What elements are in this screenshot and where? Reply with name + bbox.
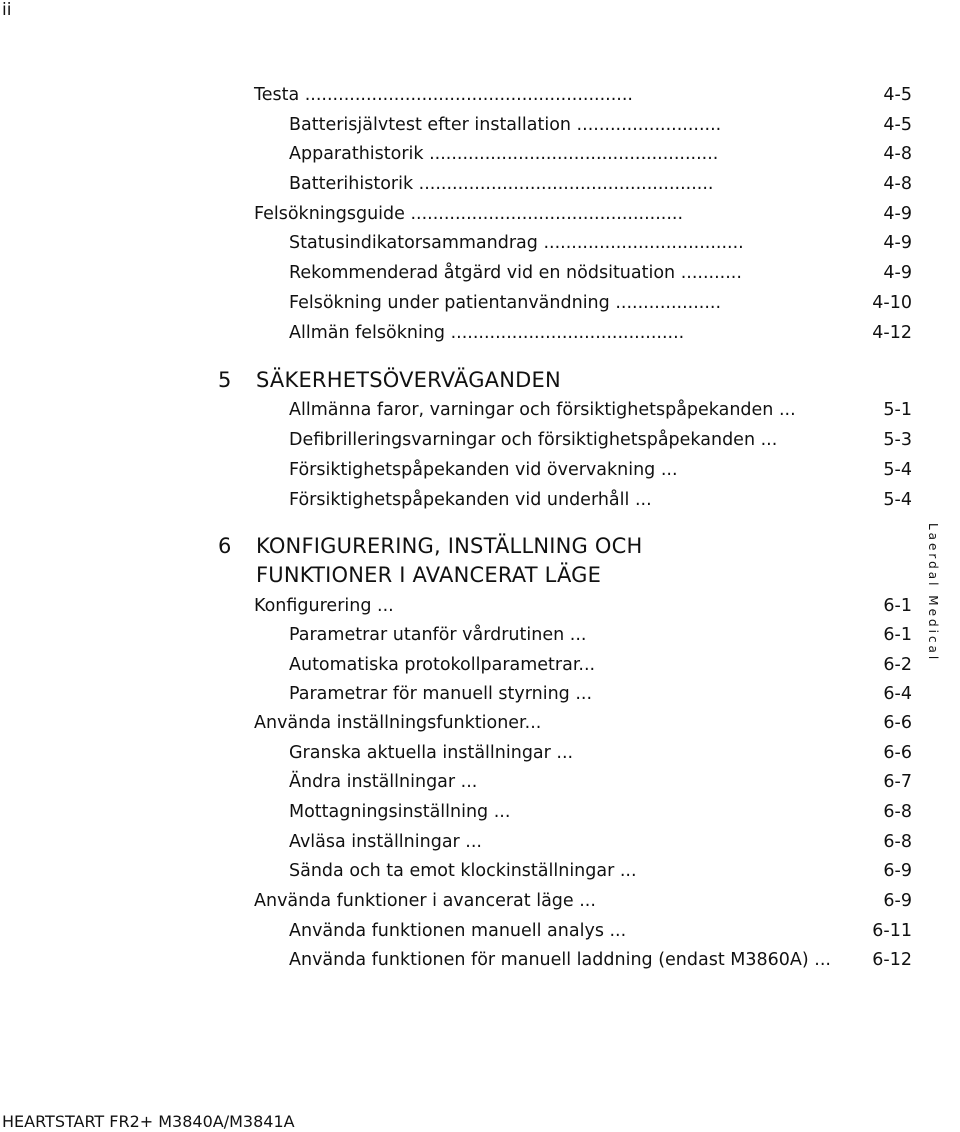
toc-entry[interactable] <box>289 231 912 255</box>
toc-entry-page: 6-8 <box>883 832 912 852</box>
toc-entry-text: Använda funktionen manuell analys ... <box>289 921 627 941</box>
toc-entry[interactable] <box>289 142 912 166</box>
toc-entry-page: 4-5 <box>883 85 912 105</box>
toc-entry-text: Avläsa inställningar ... <box>289 832 482 852</box>
toc-entry-page: 4-10 <box>872 293 912 313</box>
toc-entry[interactable] <box>289 919 912 943</box>
toc-entry[interactable] <box>289 741 912 765</box>
toc-entry[interactable] <box>289 398 912 422</box>
toc-entry-text: Parametrar för manuell styrning ... <box>289 684 593 704</box>
toc-entry-text: Försiktighetspåpekanden vid övervakning ... <box>289 460 678 480</box>
toc-entry-page: 4-9 <box>883 204 912 224</box>
toc-entry-page: 5-4 <box>883 490 912 510</box>
chapter-title: SÄKERHETSÖVERVÄGANDEN <box>256 368 561 392</box>
toc-entry-text: Testa ........................................................... <box>254 85 633 105</box>
toc-entry-page: 4-9 <box>883 233 912 253</box>
toc-entry-page: 6-1 <box>883 625 912 645</box>
toc-entry[interactable] <box>289 488 912 512</box>
chapter-number: 6 <box>218 534 232 558</box>
toc-entry-page: 6-4 <box>883 684 912 704</box>
toc-entry-page: 6-9 <box>883 891 912 911</box>
toc-entry-page: 6-11 <box>872 921 912 941</box>
toc-entry[interactable] <box>289 172 912 196</box>
toc-entry-text: Allmän felsökning .......................................... <box>289 323 685 343</box>
chapter-heading[interactable] <box>218 532 878 592</box>
toc-entry[interactable] <box>289 830 912 854</box>
toc-entry-text: Använda funktioner i avancerat läge ... <box>254 891 596 911</box>
toc-entry[interactable] <box>254 202 912 226</box>
toc-entry-page: 4-8 <box>883 144 912 164</box>
toc-entry-page: 4-9 <box>883 263 912 283</box>
toc-entry-text: Defibrilleringsvarningar och försiktighetspåpekanden ... <box>289 430 778 450</box>
toc-entry-page: 5-4 <box>883 460 912 480</box>
toc-entry-text: Batterihistorik ..................................................... <box>289 174 714 194</box>
toc-entry-page: 6-7 <box>883 772 912 792</box>
toc-entry-text: Parametrar utanför vårdrutinen ... <box>289 625 587 645</box>
toc-entry-text: Konfigurering ... <box>254 596 394 616</box>
toc-entry-text: Använda funktionen för manuell laddning (endast M3860A) ... <box>289 950 831 970</box>
toc-entry-page: 4-12 <box>872 323 912 343</box>
toc-entry-text: Försiktighetspåpekanden vid underhåll ... <box>289 490 652 510</box>
toc-entry[interactable] <box>254 711 912 735</box>
toc-entry[interactable] <box>289 800 912 824</box>
toc-entry-text: Rekommenderad åtgärd vid en nödsituation ........... <box>289 263 742 283</box>
toc-entry[interactable] <box>289 770 912 794</box>
toc-entry-text: Felsökningsguide ................................................. <box>254 204 684 224</box>
toc-entry-page: 5-3 <box>883 430 912 450</box>
toc-entry[interactable] <box>254 889 912 913</box>
toc-entry[interactable] <box>254 594 912 618</box>
toc-entry-page: 6-8 <box>883 802 912 822</box>
toc-entry-text: Sända och ta emot klockinställningar ... <box>289 861 637 881</box>
toc-entry-text: Statusindikatorsammandrag .................................... <box>289 233 744 253</box>
chapter-number: 5 <box>218 368 232 392</box>
toc-entry-page: 6-6 <box>883 713 912 733</box>
toc-entry-text: Automatiska protokollparametrar... <box>289 655 596 675</box>
toc-entry[interactable] <box>289 623 912 647</box>
side-label: Laerdal Medical <box>926 523 940 663</box>
toc-entry[interactable] <box>289 291 912 315</box>
toc-entry[interactable] <box>289 653 912 677</box>
toc-entry-page: 6-12 <box>872 950 912 970</box>
toc-entry-text: Felsökning under patientanvändning ................... <box>289 293 722 313</box>
chapter-title-line2: FUNKTIONER I AVANCERAT LÄGE <box>256 563 602 587</box>
toc-entry-page: 6-2 <box>883 655 912 675</box>
toc-entry-page: 6-6 <box>883 743 912 763</box>
toc-entry-text: Mottagningsinställning ... <box>289 802 511 822</box>
page-number: ii <box>2 0 12 20</box>
toc-entry-page: 4-8 <box>883 174 912 194</box>
chapter-title-line1: KONFIGURERING, INSTÄLLNING OCH <box>256 534 643 558</box>
toc-entry-text: Använda inställningsfunktioner... <box>254 713 542 733</box>
toc-entry-text: Allmänna faror, varningar och försiktighetspåpekanden ... <box>289 400 796 420</box>
toc-entry-text: Batterisjälvtest efter installation .......................... <box>289 115 722 135</box>
toc-entry[interactable] <box>289 428 912 452</box>
toc-entry-text: Ändra inställningar ... <box>289 772 478 792</box>
toc-entry[interactable] <box>289 261 912 285</box>
toc-entry-page: 6-1 <box>883 596 912 616</box>
footer-model: HEARTSTART FR2+ M3840A/M3841A <box>2 1112 295 1131</box>
toc-entry[interactable] <box>289 948 912 972</box>
toc-entry[interactable] <box>254 83 912 107</box>
toc-entry-text: Apparathistorik .................................................... <box>289 144 719 164</box>
toc-entry-page: 6-9 <box>883 861 912 881</box>
toc-entry[interactable] <box>289 682 912 706</box>
toc-entry[interactable] <box>289 458 912 482</box>
toc-entry-page: 4-5 <box>883 115 912 135</box>
toc-entry-text: Granska aktuella inställningar ... <box>289 743 574 763</box>
toc-entry[interactable] <box>289 859 912 883</box>
toc-entry-page: 5-1 <box>883 400 912 420</box>
toc-entry[interactable] <box>289 321 912 345</box>
toc-entry[interactable] <box>289 113 912 137</box>
